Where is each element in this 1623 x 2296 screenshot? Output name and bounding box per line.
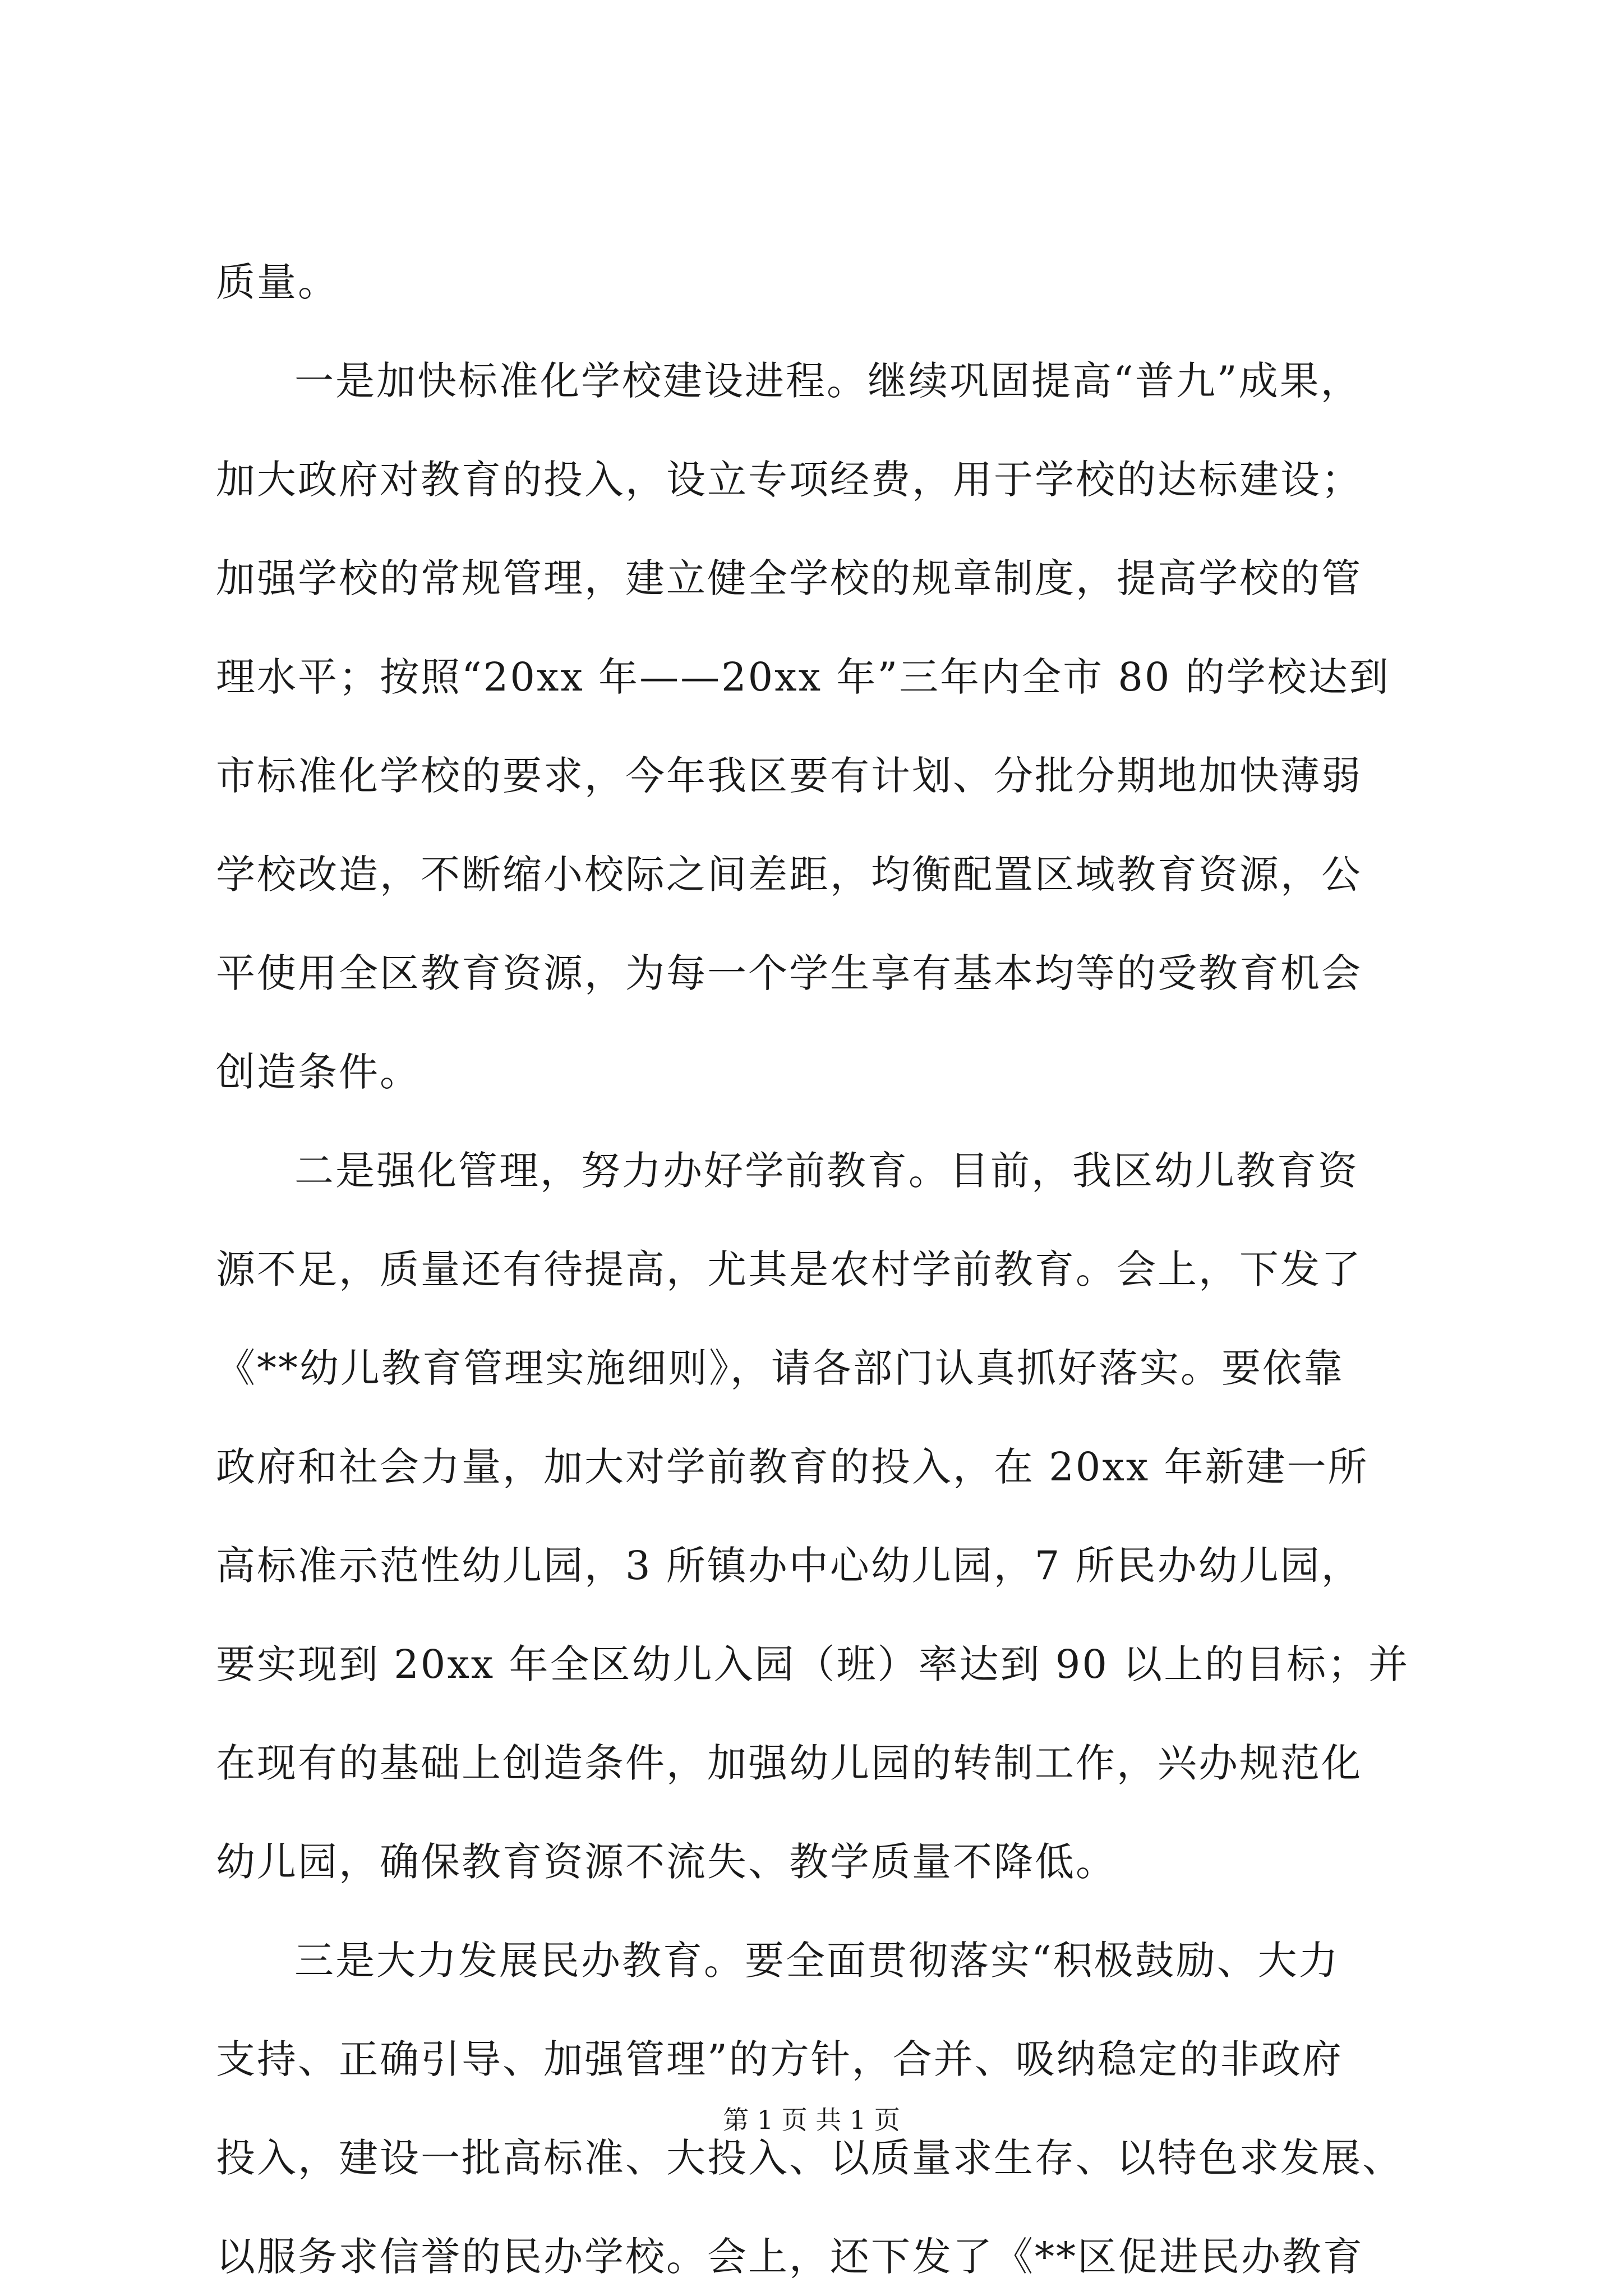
text-line: 在现有的基础上创造条件，加强幼儿园的转制工作，兴办规范化: [216, 1740, 1362, 1786]
paragraph-start-line: 一是加快标准化学校建设进程。继续巩固提高“普九”成果，: [294, 358, 1362, 404]
text-line: 《**幼儿教育管理实施细则》，请各部门认真抓好落实。要依靠: [216, 1345, 1344, 1391]
text-line: 平使用全区教育资源，为每一个学生享有基本均等的受教育机会: [216, 950, 1362, 996]
text-line: 幼儿园，确保教育资源不流失、教学质量不降低。: [216, 1839, 1117, 1885]
text-line: 要实现到 20xx 年全区幼儿入园（班）率达到 90 以上的目标；并: [216, 1641, 1410, 1687]
text-line: 支持、正确引导、加强管理”的方针，合并、吸纳稳定的非政府: [216, 2036, 1343, 2082]
text-line: 质量。: [216, 259, 339, 305]
text-line: 理水平；按照“20xx 年——20xx 年”三年内全市 80 的学校达到: [216, 654, 1390, 700]
text-line: 政府和社会力量，加大对学前教育的投入，在 20xx 年新建一所: [216, 1444, 1369, 1490]
text-line: 创造条件。: [216, 1049, 421, 1095]
text-line: 高标准示范性幼儿园，3 所镇办中心幼儿园，7 所民办幼儿园，: [216, 1543, 1362, 1589]
text-line: 投入，建设一批高标准、大投入、以质量求生存、以特色求发展、: [216, 2135, 1403, 2181]
text-line: 加强学校的常规管理，建立健全学校的规章制度，提高学校的管: [216, 555, 1362, 601]
text-line: 学校改造，不断缩小校际之间差距，均衡配置区域教育资源，公: [216, 852, 1362, 898]
paragraph-start-line: 三是大力发展民办教育。要全面贯彻落实“积极鼓励、大力: [294, 1938, 1340, 1984]
text-line: 以服务求信誉的民办学校。会上，还下发了《**区促进民办教育: [216, 2234, 1364, 2280]
page-number-footer: 第 1 页 共 1 页: [723, 2105, 900, 2135]
text-line: 加大政府对教育的投入，设立专项经费，用于学校的达标建设；: [216, 457, 1362, 503]
paragraph-start-line: 二是强化管理，努力办好学前教育。目前，我区幼儿教育资: [294, 1148, 1359, 1194]
text-line: 源不足，质量还有待提高，尤其是农村学前教育。会上，下发了: [216, 1246, 1362, 1292]
text-line: 市标准化学校的要求，今年我区要有计划、分批分期地加快薄弱: [216, 753, 1362, 799]
